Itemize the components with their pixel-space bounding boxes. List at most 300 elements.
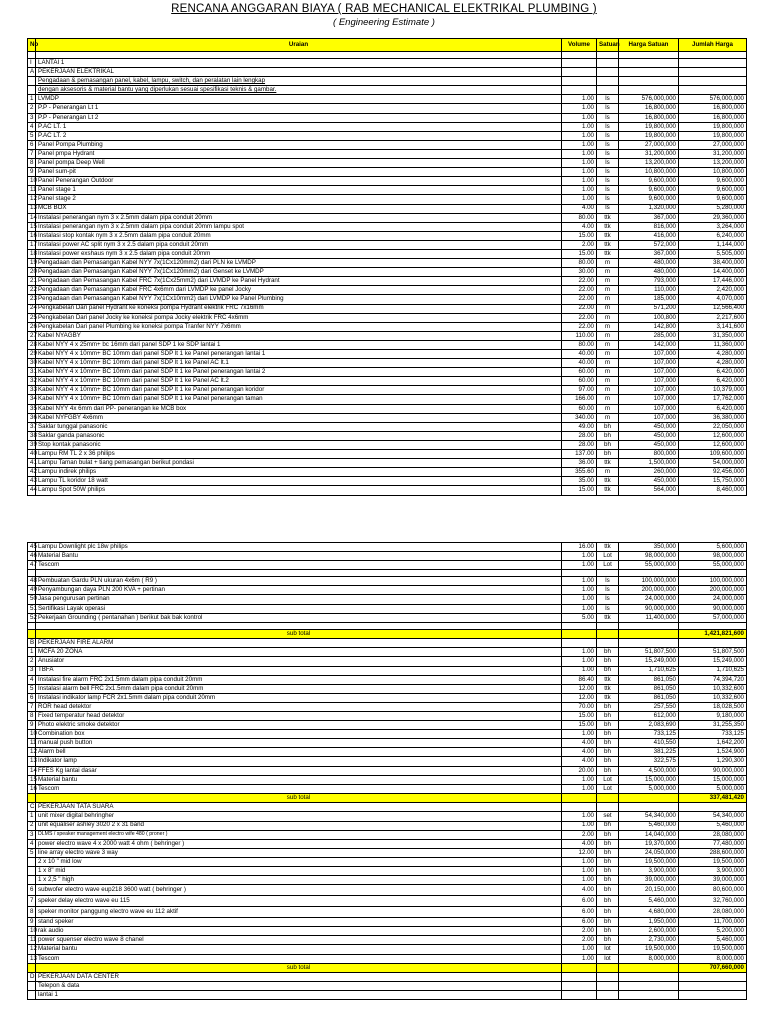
row-uraian: Material Bantu [36, 552, 562, 561]
row-uraian: Kabel NYY 4 x 10mm+ BC 10mm dari panel SDP lt 1 ke Panel penerangan koridor [36, 386, 562, 395]
row-jumlah-harga: 29,360,000 [679, 213, 747, 222]
table-row [28, 477, 747, 486]
row-volume: 1.00 [562, 577, 597, 586]
row-satuan: m [597, 395, 619, 404]
row-harga-satuan [619, 570, 679, 577]
row-volume [562, 629, 597, 639]
row-volume: 4.00 [562, 204, 597, 213]
row-jumlah-harga: 10,800,000 [679, 168, 747, 177]
row-jumlah-harga: 16,800,000 [679, 104, 747, 113]
header-satuan: Satuan [597, 39, 619, 52]
row-jumlah-harga: 707,660,000 [679, 963, 747, 973]
row-jumlah-harga: 9,600,000 [679, 186, 747, 195]
row-no: 19 [28, 259, 36, 268]
row-volume: 1.00 [562, 177, 597, 186]
row-uraian: Material bantu [36, 945, 562, 954]
row-no: 31 [28, 368, 36, 377]
row-jumlah-harga: 8,460,000 [679, 486, 747, 495]
row-harga-satuan [619, 639, 679, 648]
table-row [28, 249, 747, 258]
table-row [28, 684, 747, 693]
row-volume [562, 622, 597, 629]
table-row [28, 896, 747, 907]
row-satuan: bh [597, 450, 619, 459]
row-uraian: ROR head detektor [36, 702, 562, 711]
table-row [28, 195, 747, 204]
row-volume: 2.00 [562, 927, 597, 936]
table-row [28, 277, 747, 286]
row-harga-satuan: 11,400,000 [619, 613, 679, 622]
row-uraian: Saklar ganda panasonic [36, 431, 562, 440]
table-row [28, 784, 747, 793]
row-satuan: bh [597, 885, 619, 896]
row-no [28, 77, 36, 86]
row-satuan: lot [597, 954, 619, 963]
row-satuan: ttk [597, 477, 619, 486]
row-uraian: Combination box [36, 730, 562, 739]
row-harga-satuan: 10,800,000 [619, 168, 679, 177]
table-row [28, 440, 747, 449]
row-uraian: P.P - Penerangan Lt 1 [36, 104, 562, 113]
row-jumlah-harga: 5,000,000 [679, 784, 747, 793]
table-row [28, 693, 747, 702]
row-harga-satuan: 39,000,000 [619, 876, 679, 885]
row-uraian: Panel Penerangan Outdoor [36, 177, 562, 186]
row-jumlah-harga: 98,000,000 [679, 552, 747, 561]
row-satuan [597, 639, 619, 648]
row-no: 3 [28, 666, 36, 675]
row-no: 48 [28, 577, 36, 586]
table-row [28, 459, 747, 468]
row-harga-satuan: 55,000,000 [619, 561, 679, 570]
row-uraian: 2 x 10 " mid low [36, 857, 562, 866]
row-no [28, 867, 36, 876]
row-volume: 2.00 [562, 830, 597, 839]
row-no: I [28, 59, 36, 68]
row-satuan: m [597, 350, 619, 359]
row-jumlah-harga: 1,290,300 [679, 757, 747, 766]
row-uraian: Pengadaan dan Pemasangan Kabel FRC 7x(1Cx25mm2) dari LVMDP ke Panel Hydrant [36, 277, 562, 286]
row-satuan [597, 982, 619, 991]
row-uraian: P.P - Penerangan Lt 2 [36, 113, 562, 122]
row-no: 3 [28, 830, 36, 839]
table-row [28, 543, 747, 552]
subtotal-row [28, 963, 747, 973]
row-harga-satuan: 2,600,000 [619, 927, 679, 936]
row-no: 10 [28, 730, 36, 739]
row-jumlah-harga [679, 59, 747, 68]
row-harga-satuan: 107,000 [619, 395, 679, 404]
row-jumlah-harga [679, 86, 747, 95]
row-harga-satuan: 480,000 [619, 268, 679, 277]
row-uraian: Alarm bell [36, 748, 562, 757]
row-harga-satuan: 110,000 [619, 286, 679, 295]
row-uraian: Lampu indirek philips [36, 468, 562, 477]
row-uraian: Kabel NYY 4 x 25mm+ bc 16mm dari panel SDP 1 ke SDP lantai 1 [36, 340, 562, 349]
table-row [28, 104, 747, 113]
row-uraian: Pengkabelan Dari panel Hydrant ke koneksi pompa Hydrant elektrik FRC 7x16mm [36, 304, 562, 313]
row-uraian: PEKERJAAN DATA CENTER [36, 973, 562, 982]
section-row [28, 639, 747, 648]
row-harga-satuan: 1,710,625 [619, 666, 679, 675]
row-satuan: ls [597, 604, 619, 613]
row-jumlah-harga: 19,500,000 [679, 945, 747, 954]
row-jumlah-harga: 13,200,000 [679, 159, 747, 168]
row-jumlah-harga: 4,280,000 [679, 350, 747, 359]
row-jumlah-harga: 17,762,000 [679, 395, 747, 404]
table-row [28, 936, 747, 945]
row-volume: 1.00 [562, 122, 597, 131]
row-uraian: PEKERJAAN ELEKTRIKAL [36, 68, 562, 77]
row-no: 7 [28, 149, 36, 158]
row-volume: 12.00 [562, 693, 597, 702]
table-row [28, 991, 747, 1000]
row-satuan: bh [597, 739, 619, 748]
row-volume: 22.00 [562, 277, 597, 286]
header-no: No [28, 39, 36, 52]
row-volume: 355.60 [562, 468, 597, 477]
row-volume: 16.00 [562, 543, 597, 552]
row-uraian [36, 52, 562, 59]
row-no: 36 [28, 413, 36, 422]
row-satuan: bh [597, 936, 619, 945]
row-uraian: Pekerjaan Grounding ( pentanahan ) berikut bak bak kontrol [36, 613, 562, 622]
table-row [28, 721, 747, 730]
row-no: 5 [28, 848, 36, 857]
row-uraian: Instalasi penerangan nym 3 x 2.5mm dalam pipa conduit 20mm lampu spot [36, 222, 562, 231]
row-harga-satuan: 450,000 [619, 440, 679, 449]
row-harga-satuan: 816,000 [619, 222, 679, 231]
row-volume: 1.00 [562, 775, 597, 784]
row-no: 27 [28, 331, 36, 340]
row-jumlah-harga: 1,421,821,600 [679, 629, 747, 639]
row-volume: 1.00 [562, 730, 597, 739]
section-row [28, 59, 747, 68]
row-satuan: m [597, 313, 619, 322]
row-no: 13 [28, 954, 36, 963]
row-satuan: bh [597, 757, 619, 766]
row-uraian: power electro wave 4 x 2000 watt 4 ohm ( behringer ) [36, 839, 562, 848]
row-harga-satuan: 285,000 [619, 331, 679, 340]
row-no: 30 [28, 359, 36, 368]
row-jumlah-harga: 12,600,000 [679, 440, 747, 449]
row-no: 2 [28, 104, 36, 113]
row-harga-satuan: 31,200,000 [619, 149, 679, 158]
row-harga-satuan: 450,000 [619, 477, 679, 486]
row-no: 23 [28, 295, 36, 304]
row-harga-satuan: 793,000 [619, 277, 679, 286]
row-jumlah-harga: 55,000,000 [679, 561, 747, 570]
row-satuan [597, 963, 619, 973]
row-volume: 1.00 [562, 561, 597, 570]
row-uraian: Instalasi indikator lamp FCR 2x1.5mm dalam pipa conduit 20mm [36, 693, 562, 702]
row-volume: 86.40 [562, 675, 597, 684]
row-satuan [597, 68, 619, 77]
row-no: D [28, 973, 36, 982]
row-volume: 80.00 [562, 259, 597, 268]
table-row [28, 657, 747, 666]
table-row [28, 830, 747, 839]
row-satuan: bh [597, 422, 619, 431]
row-satuan [597, 86, 619, 95]
row-satuan: m [597, 304, 619, 313]
row-uraian: Kabel NYY 4 x 10mm+ BC 10mm dari panel SDP lt 1 ke Panel penerangan lantai 2 [36, 368, 562, 377]
table-row [28, 186, 747, 195]
row-jumlah-harga: 28,080,000 [679, 907, 747, 918]
row-jumlah-harga [679, 622, 747, 629]
row-volume: 4.00 [562, 757, 597, 766]
row-jumlah-harga [679, 973, 747, 982]
row-no: 4 [28, 839, 36, 848]
row-satuan: bh [597, 821, 619, 830]
row-uraian: Telepon & data [36, 982, 562, 991]
row-uraian: sub total [36, 793, 562, 803]
row-jumlah-harga: 6,420,000 [679, 368, 747, 377]
row-no [28, 86, 36, 95]
row-harga-satuan: 54,340,000 [619, 812, 679, 821]
row-no: 13 [28, 204, 36, 213]
row-uraian: PEKERJAAN FIRE ALARM [36, 639, 562, 648]
table-row [28, 857, 747, 866]
row-jumlah-harga: 90,000,000 [679, 766, 747, 775]
row-jumlah-harga: 9,180,000 [679, 712, 747, 721]
row-volume [562, 803, 597, 812]
row-harga-satuan [619, 963, 679, 973]
row-satuan [597, 52, 619, 59]
row-no: 50 [28, 595, 36, 604]
row-no: 9 [28, 721, 36, 730]
row-volume [562, 963, 597, 973]
row-volume: 4.00 [562, 748, 597, 757]
row-harga-satuan: 450,000 [619, 431, 679, 440]
row-harga-satuan: 98,000,000 [619, 552, 679, 561]
table-row [28, 240, 747, 249]
subtotal-row [28, 629, 747, 639]
row-harga-satuan: 107,000 [619, 359, 679, 368]
row-jumlah-harga: 51,807,500 [679, 648, 747, 657]
row-satuan: bh [597, 712, 619, 721]
row-jumlah-harga: 31,200,000 [679, 149, 747, 158]
row-satuan: m [597, 331, 619, 340]
row-no: 14 [28, 213, 36, 222]
row-volume: 60.00 [562, 377, 597, 386]
row-harga-satuan: 19,800,000 [619, 122, 679, 131]
table-row [28, 552, 747, 561]
row-no: 2 [28, 657, 36, 666]
row-satuan [597, 803, 619, 812]
row-volume: 1.00 [562, 821, 597, 830]
row-satuan: bh [597, 848, 619, 857]
table-row [28, 604, 747, 613]
row-jumlah-harga: 32,760,000 [679, 896, 747, 907]
row-no [28, 793, 36, 803]
row-satuan: ls [597, 177, 619, 186]
row-jumlah-harga: 6,240,000 [679, 231, 747, 240]
row-no: 13 [28, 757, 36, 766]
row-satuan: bh [597, 648, 619, 657]
table-row [28, 131, 747, 140]
row-harga-satuan: 100,000,000 [619, 577, 679, 586]
row-jumlah-harga: 19,500,000 [679, 857, 747, 866]
table-row [28, 730, 747, 739]
row-no [28, 622, 36, 629]
row-volume [562, 793, 597, 803]
row-jumlah-harga: 54,340,000 [679, 812, 747, 821]
row-satuan [597, 973, 619, 982]
row-no: 46 [28, 552, 36, 561]
row-harga-satuan: 200,000,000 [619, 586, 679, 595]
row-harga-satuan [619, 803, 679, 812]
row-no: 12 [28, 945, 36, 954]
row-satuan: bh [597, 918, 619, 927]
table-row [28, 867, 747, 876]
row-volume [562, 68, 597, 77]
row-jumlah-harga: 19,800,000 [679, 122, 747, 131]
row-no: 45 [28, 543, 36, 552]
row-jumlah-harga: 12,600,000 [679, 431, 747, 440]
row-harga-satuan: 142,000 [619, 340, 679, 349]
row-harga-satuan: 14,040,000 [619, 830, 679, 839]
row-volume: 1.00 [562, 131, 597, 140]
row-no [28, 629, 36, 639]
row-volume: 40.00 [562, 359, 597, 368]
table-row [28, 702, 747, 711]
row-uraian: manual push button [36, 739, 562, 748]
row-harga-satuan: 450,000 [619, 422, 679, 431]
row-harga-satuan: 107,000 [619, 413, 679, 422]
row-harga-satuan: 142,800 [619, 322, 679, 331]
row-jumlah-harga: 77,480,000 [679, 839, 747, 848]
table-row [28, 404, 747, 413]
table-row [28, 113, 747, 122]
row-volume [562, 973, 597, 982]
row-harga-satuan: 20,150,000 [619, 885, 679, 896]
row-harga-satuan: 5,460,000 [619, 821, 679, 830]
row-uraian: Pengadaan dan Pemasangan Kabel NYY 7x(1Cx120mm2) dari PLN ke LVMDP [36, 259, 562, 268]
row-uraian: Pengadaan dan Pemasangan Kabel NYY 7x(1Cx10mm2) dari LVMDP ke Panel Plumbing [36, 295, 562, 304]
row-uraian: Pengadaan dan Pemasangan Kabel FRC 4x6mm dari LVMDP ke panel Jocky [36, 286, 562, 295]
row-harga-satuan: 800,000 [619, 450, 679, 459]
row-no: 8 [28, 159, 36, 168]
subtotal-row [28, 793, 747, 803]
row-jumlah-harga: 27,000,000 [679, 140, 747, 149]
row-no: A [28, 68, 36, 77]
table-row [28, 839, 747, 848]
row-satuan: m [597, 322, 619, 331]
row-no: C [28, 803, 36, 812]
row-uraian: sub total [36, 629, 562, 639]
rab-table-page-2 [27, 542, 747, 1000]
row-jumlah-harga: 576,000,000 [679, 95, 747, 104]
row-volume: 1.00 [562, 149, 597, 158]
row-uraian: P.AC LT. 2 [36, 131, 562, 140]
table-row [28, 907, 747, 918]
header-uraian: Uraian [36, 39, 562, 52]
row-volume: 80.00 [562, 340, 597, 349]
table-row [28, 586, 747, 595]
row-volume: 28.00 [562, 440, 597, 449]
row-satuan [597, 570, 619, 577]
row-harga-satuan: 733,125 [619, 730, 679, 739]
row-satuan: ls [597, 595, 619, 604]
row-uraian: LANTAI 1 [36, 59, 562, 68]
row-uraian: Instalasi fire alarm FRC 2x1.5mm dalam pipa conduit 20mm [36, 675, 562, 684]
row-jumlah-harga [679, 639, 747, 648]
row-no: 10 [28, 177, 36, 186]
row-no: 34 [28, 395, 36, 404]
row-jumlah-harga: 9,600,000 [679, 195, 747, 204]
row-volume [562, 639, 597, 648]
row-harga-satuan: 16,800,000 [619, 113, 679, 122]
row-no: 1 [28, 812, 36, 821]
row-jumlah-harga: 3,900,000 [679, 867, 747, 876]
row-jumlah-harga [679, 77, 747, 86]
row-harga-satuan: 107,000 [619, 377, 679, 386]
row-satuan [597, 622, 619, 629]
row-harga-satuan: 2,730,000 [619, 936, 679, 945]
row-jumlah-harga: 1,710,625 [679, 666, 747, 675]
row-satuan: ttk [597, 222, 619, 231]
row-satuan: ttk [597, 249, 619, 258]
table-row [28, 359, 747, 368]
row-jumlah-harga [679, 68, 747, 77]
row-satuan: ttk [597, 613, 619, 622]
row-jumlah-harga: 8,000,000 [679, 954, 747, 963]
table-row [28, 413, 747, 422]
row-uraian: Kabel NYY 4x 6mm dari PP- penerangan ke MCB box [36, 404, 562, 413]
row-volume: 4.00 [562, 739, 597, 748]
row-satuan: ls [597, 186, 619, 195]
row-harga-satuan: 4,680,000 [619, 907, 679, 918]
row-uraian: Instalasi stop kontak nym 3 x 2.5mm dalam pipa conduit 20mm [36, 231, 562, 240]
row-satuan: m [597, 295, 619, 304]
row-volume: 2.00 [562, 240, 597, 249]
row-jumlah-harga: 5,460,000 [679, 821, 747, 830]
row-uraian: Lampu TL koridor 18 watt [36, 477, 562, 486]
row-volume: 1.00 [562, 604, 597, 613]
row-satuan: m [597, 277, 619, 286]
row-no: 12 [28, 195, 36, 204]
row-no: 10 [28, 927, 36, 936]
table-row [28, 259, 747, 268]
row-harga-satuan: 8,000,000 [619, 954, 679, 963]
table-row [28, 748, 747, 757]
table-row [28, 812, 747, 821]
row-volume: 1.00 [562, 168, 597, 177]
row-harga-satuan: 107,000 [619, 368, 679, 377]
row-harga-satuan: 107,000 [619, 350, 679, 359]
row-no [28, 52, 36, 59]
row-volume: 340.00 [562, 413, 597, 422]
table-row [28, 322, 747, 331]
row-volume: 60.00 [562, 368, 597, 377]
row-volume: 80.00 [562, 213, 597, 222]
row-satuan: m [597, 268, 619, 277]
row-harga-satuan: 861,050 [619, 675, 679, 684]
row-uraian: Lampu Spot 50W philips [36, 486, 562, 495]
row-harga-satuan: 9,600,000 [619, 195, 679, 204]
row-volume: 1.00 [562, 104, 597, 113]
row-jumlah-harga: 31,255,350 [679, 721, 747, 730]
row-volume [562, 86, 597, 95]
row-satuan: m [597, 340, 619, 349]
row-no: 37 [28, 422, 36, 431]
table-row [28, 377, 747, 386]
row-no: 9 [28, 918, 36, 927]
row-no: 16 [28, 784, 36, 793]
row-no: 6 [28, 140, 36, 149]
row-satuan: ttk [597, 240, 619, 249]
